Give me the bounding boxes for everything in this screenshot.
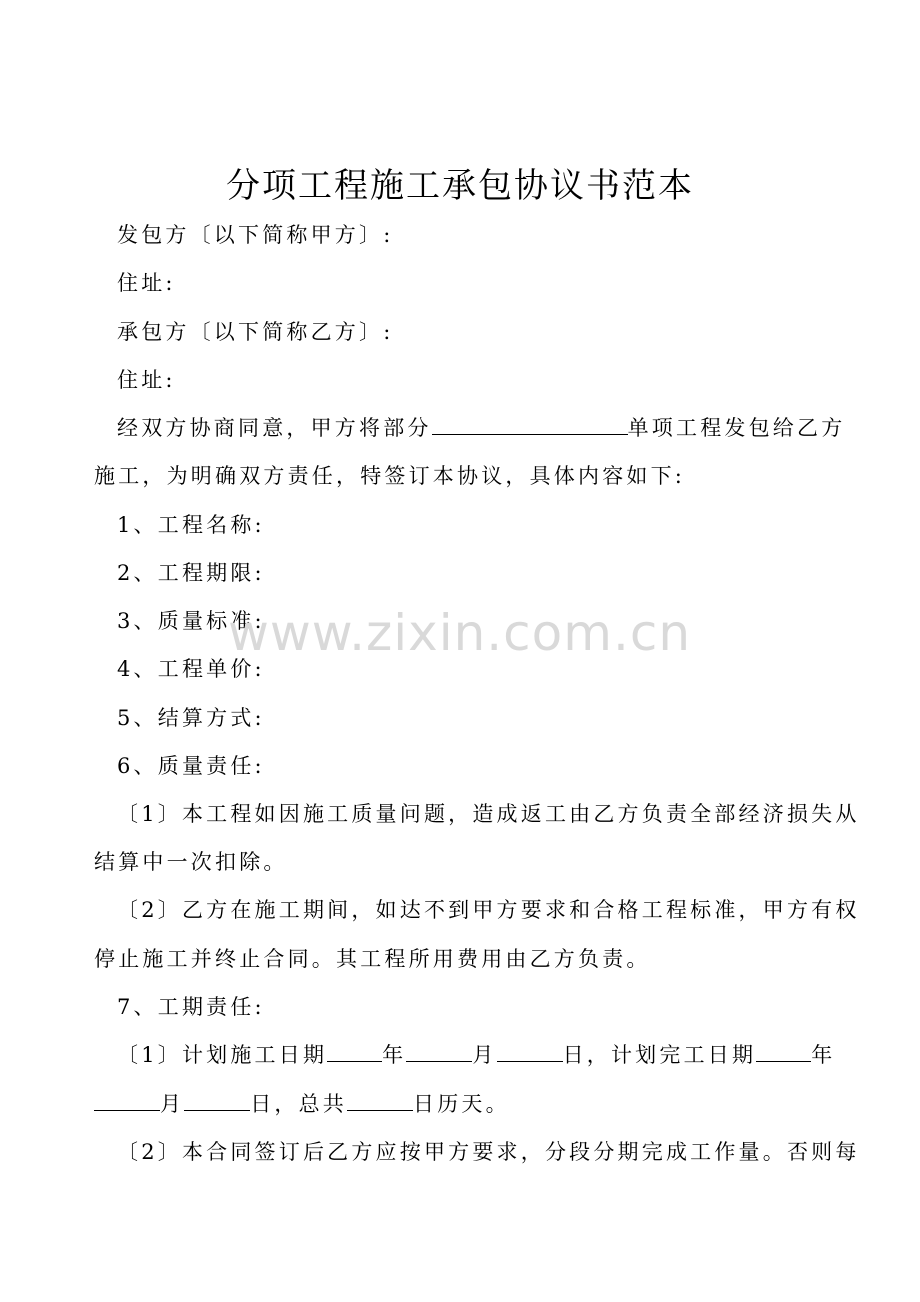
total-days-blank — [347, 1090, 413, 1111]
start-month-blank — [406, 1041, 472, 1062]
total-label: 日，总共 — [250, 1092, 348, 1116]
month-label: 月 — [160, 1092, 185, 1116]
schedule-clause-2-line1: 〔2〕本合同签订后乙方应按甲方要求，分段分期完成工作量。否则每 — [117, 1140, 860, 1164]
contractor-label: 发包方〔以下简称甲方〕: — [117, 223, 394, 247]
end-year-blank — [756, 1041, 811, 1062]
subcontractor-address: 住址: — [117, 368, 176, 392]
month-label: 月 — [472, 1043, 497, 1067]
item-project-period: 2、工程期限: — [117, 561, 265, 585]
watermark: www.zixin.com.cn — [228, 604, 692, 662]
quality-clause-1-line1: 〔1〕本工程如因施工质量问题，造成返工由乙方负责全部经济损失从 — [117, 802, 860, 826]
contractor-address: 住址: — [117, 271, 176, 295]
start-year-blank — [327, 1041, 382, 1062]
intro-paragraph-line1 — [117, 413, 845, 443]
intro-text-part2: 单项工程发包给乙方 — [627, 416, 846, 440]
end-day-blank — [184, 1090, 250, 1111]
item-quality-standard: 3、质量标准: — [117, 609, 265, 633]
year-label: 年 — [382, 1043, 407, 1067]
intro-paragraph-line2: 施工，为明确双方责任，特签订本协议，具体内容如下: — [94, 464, 686, 488]
schedule-clause-1-line2 — [94, 1089, 510, 1119]
project-name-blank — [432, 414, 628, 435]
calendar-days-label: 日历天。 — [413, 1092, 510, 1116]
intro-text-part1: 经双方协商同意，甲方将部分 — [117, 416, 432, 440]
item-project-name: 1、工程名称: — [117, 513, 265, 537]
plan-start-label: 〔1〕计划施工日期 — [117, 1043, 328, 1067]
start-day-blank — [497, 1041, 563, 1062]
item-settlement-method: 5、结算方式: — [117, 706, 265, 730]
schedule-clause-1-line1 — [117, 1040, 835, 1070]
quality-clause-2-line2: 停止施工并终止合同。其工程所用费用由乙方负责。 — [94, 947, 651, 971]
quality-clause-1-line2: 结算中一次扣除。 — [94, 850, 288, 874]
item-quality-responsibility: 6、质量责任: — [117, 754, 265, 778]
schedule-heading: 7、工期责任: — [117, 995, 265, 1019]
year-label: 年 — [811, 1043, 836, 1067]
quality-clause-2-line1: 〔2〕乙方在施工期间，如达不到甲方要求和合格工程标准，甲方有权 — [117, 898, 860, 922]
document-title: 分项工程施工承包协议书范本 — [226, 166, 694, 206]
plan-end-label: 日，计划完工日期 — [562, 1043, 757, 1067]
end-month-blank — [94, 1090, 160, 1111]
item-unit-price: 4、工程单价: — [117, 657, 265, 681]
subcontractor-label: 承包方〔以下简称乙方〕: — [117, 320, 394, 344]
